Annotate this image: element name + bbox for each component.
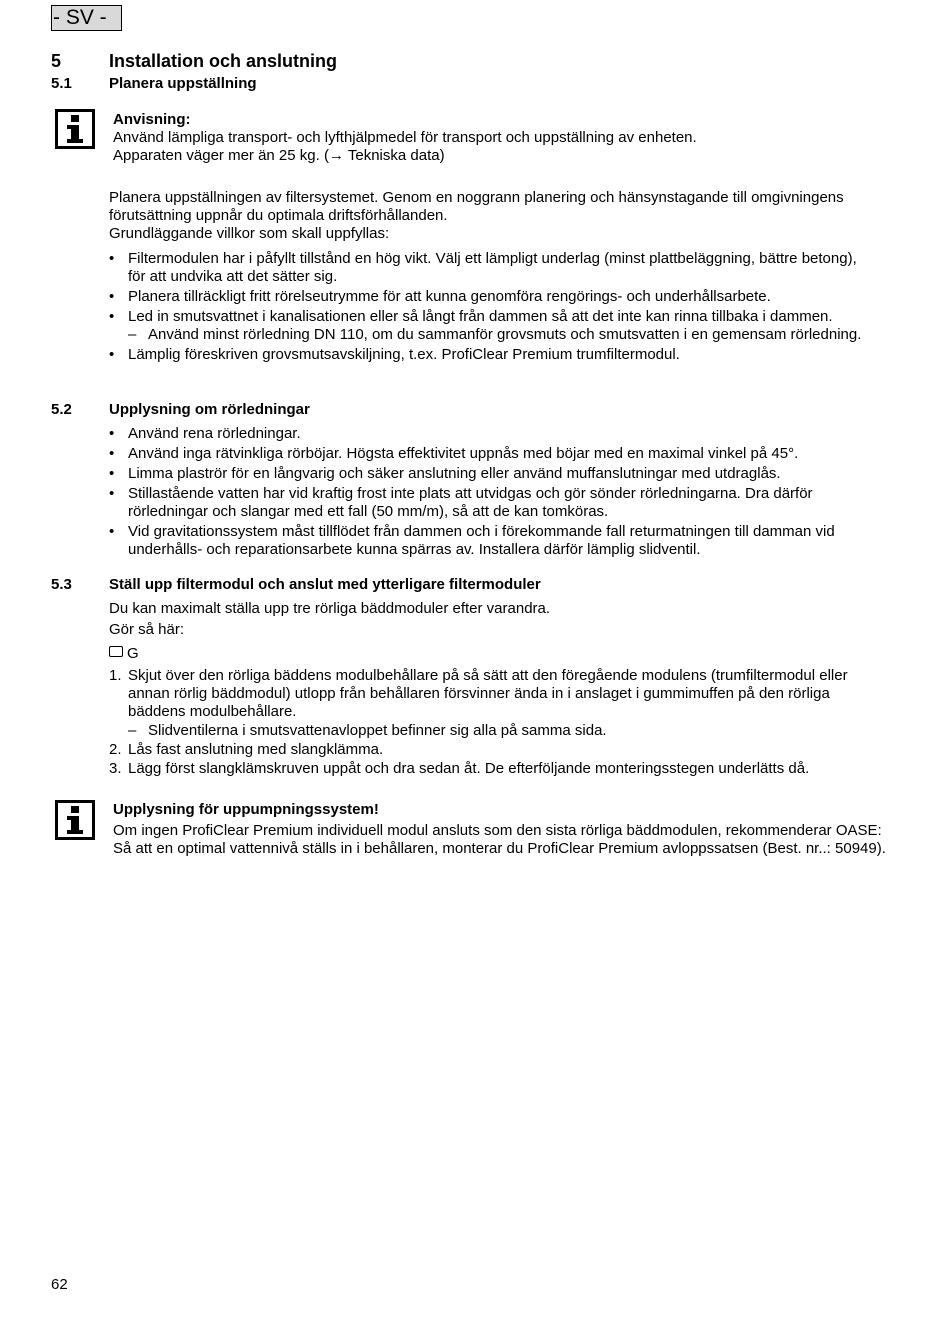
note-box bbox=[113, 111, 893, 165]
note-line: Använd lämpliga transport- och lyfthjälpmedel för transport och uppställning av enheten. bbox=[113, 129, 697, 146]
step-item: 1. Skjut över den rörliga bäddens modulbehållare på så sätt att den föregående modulens (trumfiltermodul eller annan rörlig bäddmodul) utlopp från behållaren försvinner ända in i anslaget i gummimuffen på den rörliga bäddens modulbehållare. – Slidventilerna i smutsvattenavloppet befinner sig alla på samma sida. bbox=[109, 667, 869, 740]
paragraph: Du kan maximalt ställa upp tre rörliga bäddmoduler efter varandra. bbox=[109, 600, 551, 617]
sub-list-item: – Slidventilerna i smutsvattenavloppet befinner sig alla på samma sida. bbox=[128, 722, 607, 739]
step-item: 2. Lås fast anslutning med slangklämma. bbox=[109, 741, 384, 758]
section-5-3-title: Ställ upp filtermodul och anslut med ytterligare filtermoduler bbox=[109, 576, 541, 593]
section-5-2-title: Upplysning om rörledningar bbox=[109, 401, 310, 418]
section-5-1-intro bbox=[109, 189, 899, 243]
section-5-3-steps bbox=[109, 667, 869, 779]
list-item: • Använd rena rörledningar. bbox=[109, 425, 301, 442]
note-title: Anvisning: bbox=[113, 111, 191, 128]
section-5-1-bullet-list bbox=[109, 250, 869, 366]
figure-reference: G bbox=[109, 645, 139, 663]
list-item: • Vid gravitationssystem måst tillflödet från dammen och i förekommande fall returmatningen till damman vid underhålls- och reparationsarbete kunna spärras av. Installera därför lämplig slidventil. bbox=[109, 523, 835, 558]
info-icon bbox=[55, 800, 95, 840]
language-tag: - SV - bbox=[51, 5, 122, 31]
list-item: • Stillastående vatten har vid kraftig frost inte plats att utvidgas och gör sönder rörledningarna. Dra därför rörledningar och slangar med ett fall (50 mm/m), så att de kan tomköras. bbox=[109, 485, 813, 520]
note-title: Upplysning för uppumpningssystem! bbox=[113, 801, 379, 818]
list-item: • Lämplig föreskriven grovsmutsavskiljning, t.ex. ProfiClear Premium trumfiltermodul. bbox=[109, 346, 680, 363]
section-5-3-intro bbox=[109, 600, 899, 639]
section-5-1-number: 5.1 bbox=[51, 75, 72, 92]
list-item: • Limma plaströr för en långvarig och säker anslutning eller använd muffanslutningar med utdraglås. bbox=[109, 465, 781, 482]
note-box bbox=[113, 801, 893, 858]
chapter-number: 5 bbox=[51, 51, 62, 71]
chapter-title: Installation och anslutning bbox=[109, 51, 338, 71]
list-item: • Planera tillräckligt fritt rörelseutrymme för att kunna genomföra rengörings- och underhållsarbete. bbox=[109, 288, 771, 305]
section-5-1-title: Planera uppställning bbox=[109, 75, 257, 92]
step-item: 3. Lägg först slangklämskruven uppåt och dra sedan åt. De efterföljande monteringsstegen underlätts då. bbox=[109, 760, 810, 777]
list-item: • Använd inga rätvinkliga rörböjar. Högsta effektivitet uppnås med böjar med en maximal vinkel på 45°. bbox=[109, 445, 799, 462]
section-5-2-bullet-list bbox=[109, 425, 869, 561]
list-item: • Filtermodulen har i påfyllt tillstånd en hög vikt. Välj ett lämpligt underlag (minst plattbeläggning, bättre betong), för att undvika att det sätter sig. bbox=[109, 250, 857, 285]
list-item: • Led in smutsvattnet i kanalisationen eller så långt från dammen så att det inte kan rinna tillbaka i dammen. – Använd minst rörledning DN 110, om du sammanför grovsmuts och smutsvatten i en gemensam rörledning. bbox=[109, 308, 869, 344]
paragraph: Planera uppställningen av filtersystemet. Genom en noggrann planering och hänsynstagande till omgivningens förutsättning uppnår du optimala driftsförhållanden. bbox=[109, 189, 844, 224]
note-line: Apparaten väger mer än 25 kg. (→ Tekniska data) bbox=[113, 147, 445, 164]
info-icon bbox=[55, 109, 95, 149]
note-text: Om ingen ProfiClear Premium individuell modul ansluts som den sista rörliga bäddmodulen, rekommenderar OASE: Så att en optimal vattennivå ställs in i behållaren, monterar du ProfiClear Premium avloppssatsen (Best. nr..: 50949). bbox=[113, 822, 886, 857]
paragraph: Grundläggande villkor som skall uppfyllas: bbox=[109, 225, 390, 242]
sub-list-item: – Använd minst rörledning DN 110, om du sammanför grovsmuts och smutsvatten i en gemensam rörledning. bbox=[128, 326, 862, 343]
figure-box-icon bbox=[109, 646, 123, 657]
page-number: 62 bbox=[51, 1276, 68, 1293]
section-5-3-number: 5.3 bbox=[51, 576, 72, 593]
section-5-2-number: 5.2 bbox=[51, 401, 72, 418]
paragraph: Gör så här: bbox=[109, 621, 185, 638]
